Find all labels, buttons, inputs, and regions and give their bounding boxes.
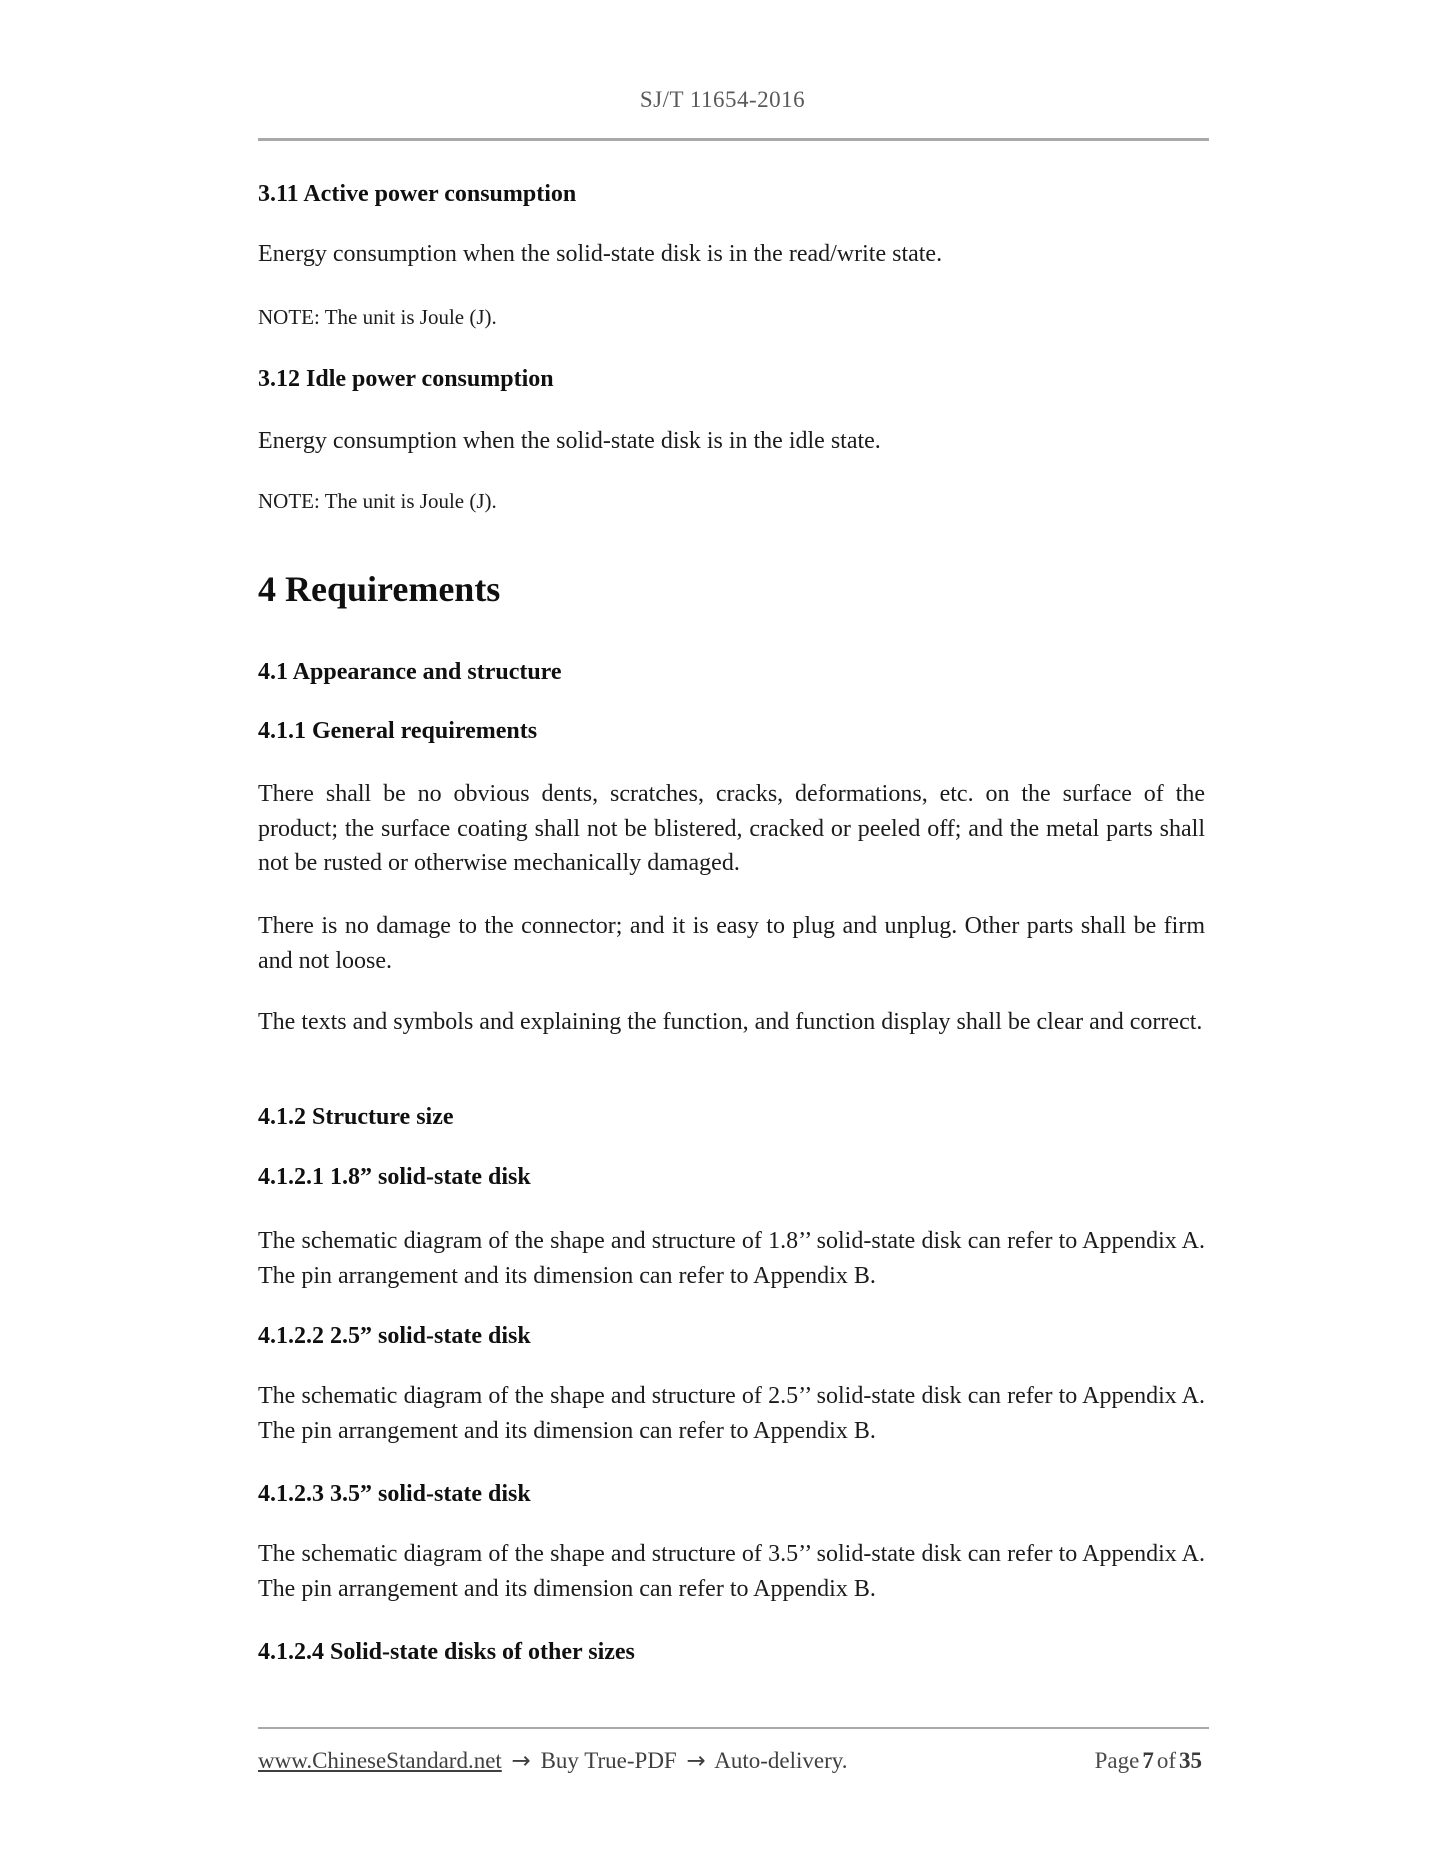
footer-website-link[interactable]: www.ChineseStandard.net [258, 1748, 502, 1773]
heading-4-1-2: 4.1.2 Structure size [258, 1104, 454, 1130]
page-indicator [1095, 1747, 1205, 1775]
heading-4-1-1: 4.1.1 General requirements [258, 718, 538, 744]
footer-promo [258, 1747, 848, 1775]
heading-4-1-2-4: 4.1.2.4 Solid-state disks of other sizes [258, 1639, 635, 1665]
heading-4-1-2-2: 4.1.2.2 2.5” solid-state disk [258, 1323, 531, 1349]
note-3-11: NOTE: The unit is Joule (J). [258, 305, 497, 329]
paragraph-4-1-2-2-body: The schematic diagram of the shape and structure of 2.5’’ solid-state disk can refer to Appendix A. The pin arrangement and its dimension can refer to Appendix B. [258, 1383, 1205, 1444]
paragraph-3-12-body: Energy consumption when the solid-state disk is in the idle state. [258, 428, 881, 454]
footer-divider [258, 1727, 1209, 1729]
right-arrow-icon: → [511, 1748, 531, 1774]
of-label: of [1156, 1748, 1176, 1773]
heading-4-1-2-1: 4.1.2.1 1.8” solid-state disk [258, 1164, 531, 1190]
paragraph-3-11-body: Energy consumption when the solid-state disk is in the read/write state. [258, 241, 943, 267]
page-header-standard-number: SJ/T 11654-2016 [639, 87, 806, 112]
header-divider [258, 138, 1209, 141]
note-3-12: NOTE: The unit is Joule (J). [258, 489, 497, 513]
footer-delivery-text: Auto-delivery. [714, 1748, 848, 1773]
heading-3-11: 3.11 Active power consumption [258, 181, 577, 207]
footer-buy-text: Buy True-PDF [540, 1748, 677, 1773]
heading-4-requirements: 4 Requirements [258, 569, 501, 609]
paragraph-4-1-2-3-body: The schematic diagram of the shape and structure of 3.5’’ solid-state disk can refer to Appendix A. The pin arrangement and its dimension can refer to Appendix B. [258, 1541, 1205, 1602]
paragraph-4-1-1-p1: There shall be no obvious dents, scratches, cracks, deformations, etc. on the surface of the product; the surface coating shall not be blistered, cracked or peeled off; and the metal parts shall not be rusted or otherwise mechanically damaged. [258, 781, 1205, 876]
paragraph-4-1-1-p3: The texts and symbols and explaining the function, and function display shall be clear and correct. [258, 1009, 1203, 1035]
right-arrow-icon: → [686, 1748, 706, 1774]
heading-3-12: 3.12 Idle power consumption [258, 366, 554, 392]
total-pages: 35 [1179, 1748, 1202, 1773]
heading-4-1-2-3: 4.1.2.3 3.5” solid-state disk [258, 1481, 531, 1507]
paragraph-4-1-1-p2: There is no damage to the connector; and it is easy to plug and unplug. Other parts shall be firm and not loose. [258, 913, 1205, 974]
paragraph-4-1-2-1-body: The schematic diagram of the shape and structure of 1.8’’ solid-state disk can refer to Appendix A. The pin arrangement and its dimension can refer to Appendix B. [258, 1228, 1205, 1289]
page-footer [258, 1747, 1205, 1775]
page-number: 7 [1142, 1748, 1154, 1773]
page-label: Page [1094, 1748, 1140, 1773]
heading-4-1: 4.1 Appearance and structure [258, 659, 562, 685]
